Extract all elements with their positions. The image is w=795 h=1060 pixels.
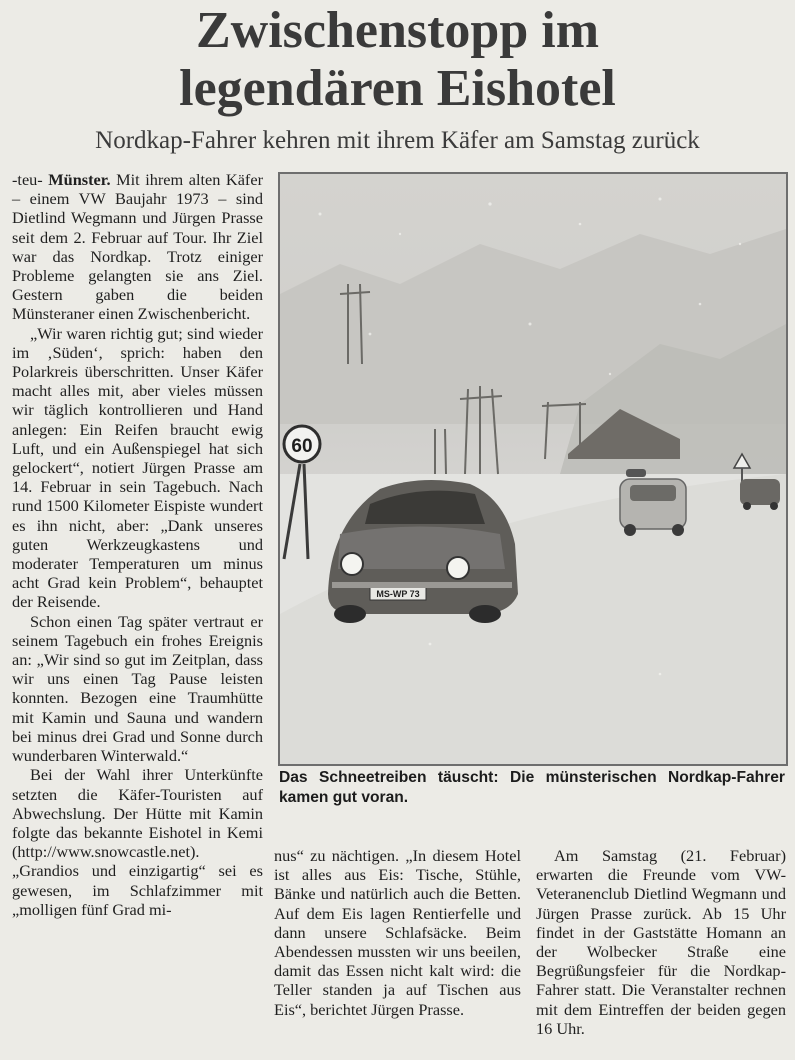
city-dateline: Münster. <box>48 170 111 189</box>
headline <box>0 0 795 118</box>
article-column-1 <box>12 170 263 919</box>
subheadline: Nordkap-Fahrer kehren mit ihrem Käfer am Samstag zurück <box>95 127 700 154</box>
article-photo <box>278 172 788 766</box>
paragraph-2: „Wir waren richtig gut; sind wieder im ‚Süden‘, sprich: haben den Polarkreis überschritten. Unser Käfer macht alles mit, aber vieles müssen wir täglich kontrollieren und Hand anlegen: Ein Reifen braucht ewig Luft, und ein Außenspiegel hat sich gelockert“, notiert Jürgen Prasse am 14. Februar in sein Tagebuch. Nach rund 1500 Kilometer Eispiste wundert es ihn nicht, aber: „Dank unseres guten Werkzeugkastens und moderater Temperaturen um minus acht Grad kein Problem“, behauptet der Reisende. <box>12 323 263 612</box>
paragraph-1-text: Mit ihrem alten Käfer – einem VW Baujahr 1973 – sind Dietlind Wegmann und Jürgen Prasse seit dem 2. Februar auf Tour. Ihr Ziel war das Nordkap. Trotz einiger Probleme gelangten sie ans Ziel. Gestern gaben die beiden Münsteraner einen Zwischenbericht. <box>12 170 263 324</box>
article-column-2 <box>274 846 521 1019</box>
headline-line-2: legendären Eishotel <box>179 60 616 117</box>
paragraph-4: Bei der Wahl ihrer Unterkünfte setzten die Käfer-Touristen auf Abwechslung. Der Hütte mit Kamin folgte das bekannte Eishotel in Kemi (http://www.snowcastle.net). „Grandios und einzigartig“ sei es gewesen, im Schlafzimmer mit „molligen fünf Grad mi- <box>12 765 263 919</box>
snowy-road-photo-illustration <box>280 174 786 764</box>
column-2-paragraph: nus“ zu nächtigen. „In diesem Hotel ist alles aus Eis: Tische, Stühle, Bänke und natürlich auch die Betten. Auf dem Eis lagen Rentierfelle und dann unsere Schlafsäcke. Beim Abendessen mussten wir uns beeilen, damit das Essen nicht kalt wird: die Teller standen ja auf Tischen aus Eis“, berichtet Jürgen Prasse. <box>274 846 521 1019</box>
speed-sign-text: 60 <box>291 436 313 457</box>
second-car <box>620 469 686 536</box>
paragraph-1 <box>12 170 263 324</box>
dateline: -teu- <box>12 170 49 189</box>
photo-caption: Das Schneetreiben täuscht: Die münsterischen Nordkap-Fahrer kamen gut voran. <box>279 769 785 806</box>
column-3-paragraph: Am Samstag (21. Februar) erwarten die Freunde vom VW-Veteranenclub Dietlind Wegmann und Jürgen Prasse zurück. Ab 15 Uhr findet in der Gaststätte Homann an der Wolbecker Straße eine Begrüßungsfeier für die Nordkap-Fahrer statt. Die Veranstalter rechnen mit dem Eintreffen der beiden gegen 16 Uhr. <box>536 846 786 1038</box>
license-plate-text: MS-WP 73 <box>376 589 420 599</box>
paragraph-3: Schon einen Tag später vertraut er seinem Tagebuch ein frohes Ereignis an: „Wir sind so gut im Zeitplan, dass wir uns einen Tag Pause leisten konnten. Bezogen eine Traumhütte mit Kamin und Sauna und wandern bei minus drei Grad und Sonne durch wunderbaren Winterwald.“ <box>12 611 263 766</box>
article-column-3 <box>536 846 786 1038</box>
headline-line-1: Zwischenstopp im <box>195 2 600 59</box>
